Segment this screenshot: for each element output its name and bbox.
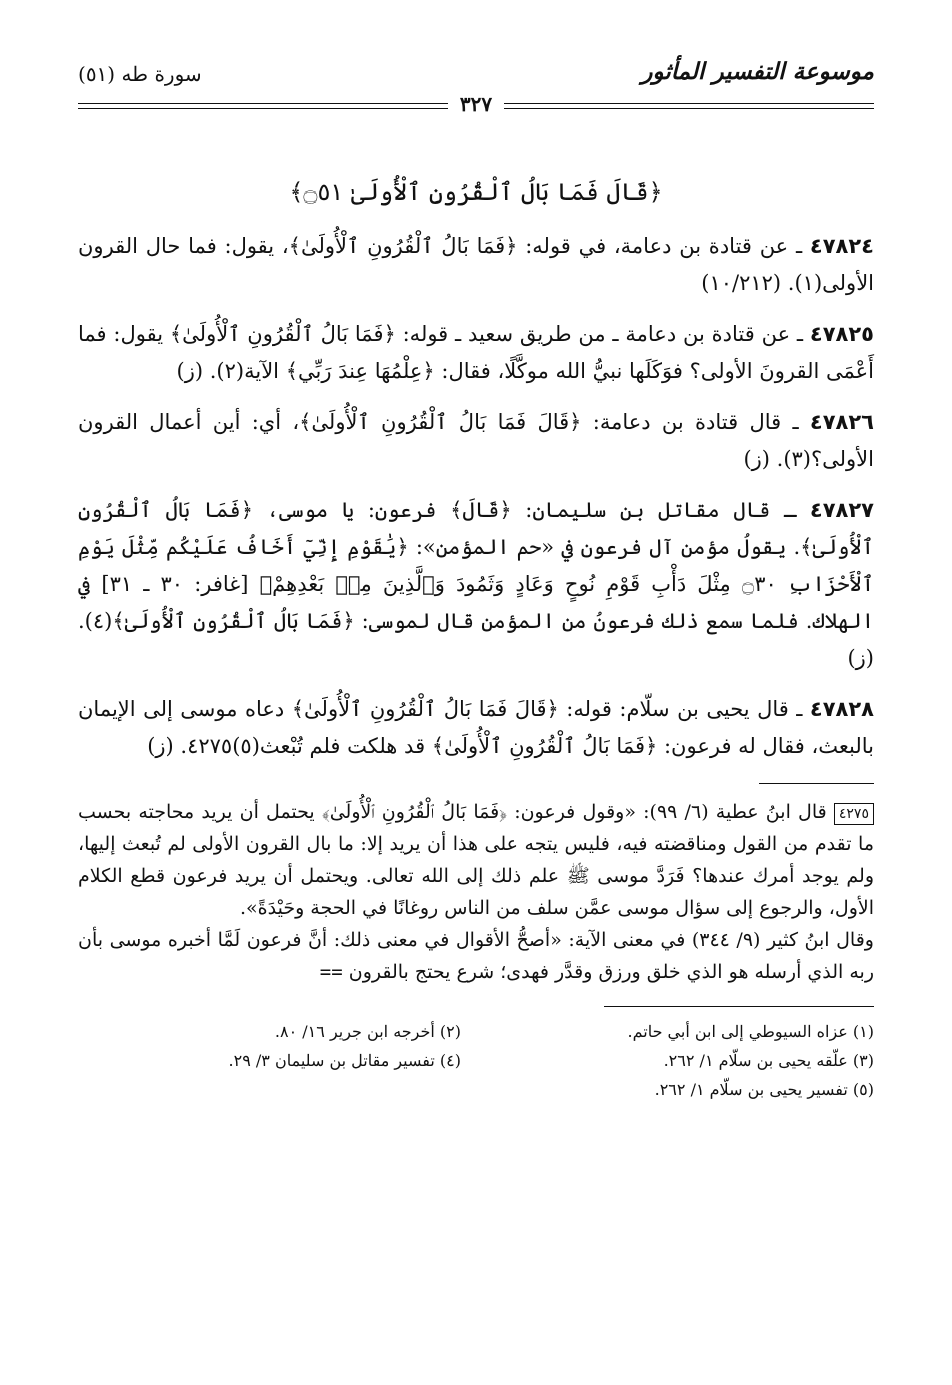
footnote: (٥) تفسير يحيى بن سلّام ١/ ٢٦٢.	[654, 1080, 874, 1099]
entry-text: ـ قال يحيى بن سلّام: قوله: ﴿قَالَ فَمَا بَالُ ٱلْقُرُونِ ٱلْأُولَىٰ﴾ دعاه موسى إلى الإيمان بالبعث، فقال له فرعون: ﴿فَمَا بَالُ ٱلْقُرُونِ ٱلْأُولَىٰ﴾ قد هلكت فلم تُبْعث(٥)٤٢٧٥. (ز)	[78, 697, 874, 758]
book-title: موسوعة التفسير المأثور	[641, 58, 874, 85]
commentary-text: وقال ابنُ كثير (٩/ ٣٤٤) في معنى الآية: «أصحُّ الأقوال في معنى ذلك: أنَّ فرعون لَمَّا أخبره موسى بأن ربه الذي أرسله هو الذي خلق ورزق وقدَّر فهدى؛ شرع يحتج بالقرون	[78, 929, 874, 983]
entry-number: ٤٧٨٢٧	[809, 498, 874, 522]
entry	[78, 404, 874, 478]
commentary	[78, 796, 874, 988]
entry-number: ٤٧٨٢٤	[809, 234, 874, 258]
entry-number: ٤٧٨٢٦	[809, 410, 874, 434]
entry	[78, 691, 874, 765]
surah-title: سورة طه (٥١)	[78, 62, 202, 86]
commentary-paragraph	[78, 924, 874, 988]
entry	[78, 228, 874, 302]
page-number: ٣٢٧	[78, 92, 874, 116]
entry-text: ـ قال مقاتل بن سليمان: ﴿قَالَ﴾ فرعون: يا موسى، ﴿فَمَا بَالُ ٱلْقُرُونِ ٱلْأُولَىٰ﴾. يقولُ مؤمن آل فرعون في «حم المؤمن»: ﴿يَٰقَوْمِ إِنِّيٓ أَخَافُ عَلَيْكُم مِّثْلَ يَوْمِ ٱلْأَحْزَابِ ۝٣٠ مِثْلَ دَأْبِ قَوْمِ نُوحٍ وَعَادٍ وَثَمُودَ وَٱلَّذِينَ مِنۢ بَعْدِهِمْ﴾ [غافر: ٣٠ ـ ٣١] في الهلاك. فلما سمع ذلك فرعونُ من المؤمن قال لموسى: ﴿فَمَا بَالُ ٱلْقُرُونِ ٱلْأُولَىٰ﴾(٤). (ز)	[78, 498, 874, 670]
entry-text: ـ قال قتادة بن دعامة: ﴿قَالَ فَمَا بَالُ ٱلْقُرُونِ ٱلْأُولَىٰ﴾، أي: أين أعمال القرون الأولى؟(٣). (ز)	[78, 410, 874, 471]
entry	[78, 316, 874, 390]
continuation-mark: ==	[319, 961, 343, 983]
page-header	[78, 58, 874, 120]
verse-heading: ﴿قَالَ فَمَا بَالُ ٱلْقُرُونِ ٱلْأُولَىٰ ۝٥١﴾	[289, 178, 663, 206]
footnote: (١) عزاه السيوطي إلى ابن أبي حاتم.	[627, 1022, 874, 1041]
entry-text: ـ عن قتادة بن دعامة، في قوله: ﴿فَمَا بَالُ ٱلْقُرُونِ ٱلْأُولَىٰ﴾، يقول: فما حال القرون الأولى(١). (١٠/٢١٢)	[78, 234, 874, 295]
commentary-paragraph	[78, 796, 874, 924]
entry-number: ٤٧٨٢٥	[809, 322, 874, 346]
entry-number: ٤٧٨٢٨	[809, 697, 874, 721]
footnote: (٣) علّقه يحيى بن سلّام ١/ ٢٦٢.	[663, 1051, 874, 1070]
commentary-divider	[759, 783, 874, 784]
footnotes	[78, 1017, 874, 1104]
commentary-text: قال ابنُ عطية (٦/ ٩٩): «وقول فرعون: ﴿فَمَا بَالُ ٱلْقُرُونِ ٱلْأُولَىٰ﴾ يحتمل أن يريد محاجته بحسب ما تقدم من القول ومناقضته فيه، فليس يتجه على هذا أن يريد إلا: ما بال القرون الأولى لم تُبعث إليها، ولم يوجد أمرك عندها؟ فَرَدَّ موسى ﷺ علم ذلك إلى الله تعالى. ويحتمل أن يريد فرعون قطع الكلام الأول، والرجوع إلى سؤال موسى عمَّن سلف من الناس روغانًا في الحجة وحَيْدَةً».	[78, 801, 874, 919]
entry	[78, 492, 874, 677]
entry-text: ـ عن قتادة بن دعامة ـ من طريق سعيد ـ قوله: ﴿فَمَا بَالُ ٱلْقُرُونِ ٱلْأُولَىٰ﴾ يقول: فما أَعْمَى القرونَ الأولى؟ فوَكَلَها نبيُّ الله موكَّلًا، فقال: ﴿عِلْمُهَا عِندَ رَبِّي﴾ الآية(٢). (ز)	[78, 322, 874, 383]
footnotes-divider	[604, 1006, 874, 1007]
footnote: (٤) تفسير مقاتل بن سليمان ٣/ ٢٩.	[228, 1051, 461, 1070]
commentary-box-number: ٤٢٧٥	[834, 803, 874, 825]
page	[78, 58, 874, 1358]
footnote: (٢) أخرجه ابن جرير ١٦/ ٨٠.	[274, 1022, 461, 1041]
